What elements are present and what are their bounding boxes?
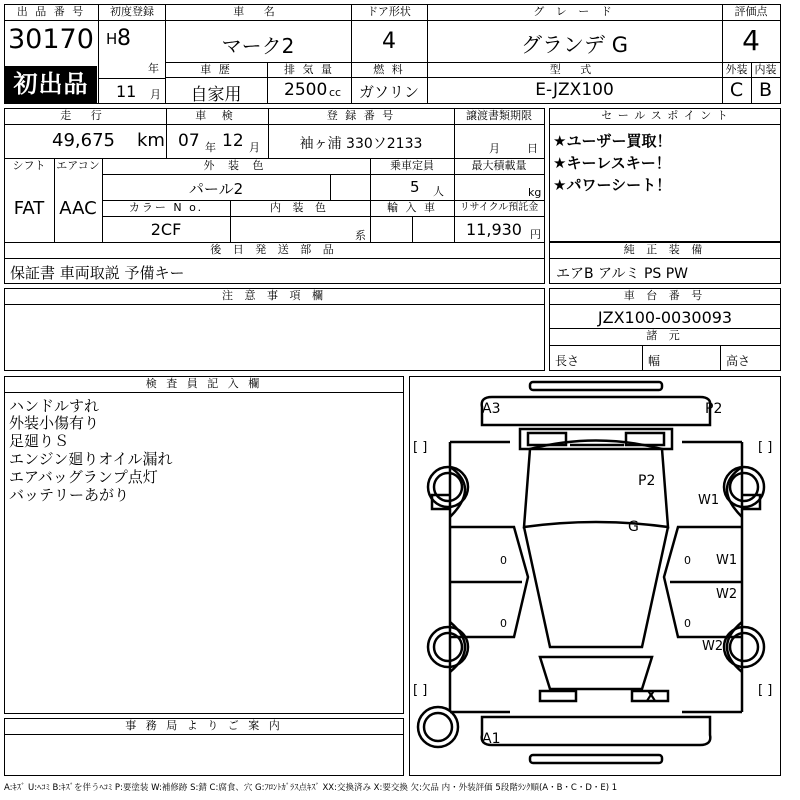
inspection-label: 車 検: [195, 109, 239, 122]
later-items-label: 後 日 発 送 部 品: [210, 243, 338, 256]
door-label: ドア形状: [367, 5, 411, 18]
inspector-line-1: ハンドルすれ: [9, 397, 100, 415]
mark-o2: 0: [500, 617, 507, 630]
inspection-year-unit: 年: [205, 141, 216, 154]
lot-number: 30170: [8, 24, 94, 55]
fuel: ガソリン: [358, 83, 419, 101]
sales-point-3: ★パワーシート！: [553, 176, 672, 194]
mark-w1-side: W1: [716, 553, 738, 568]
int-color-unit: 系: [355, 229, 366, 242]
inspection-year: 07: [178, 131, 200, 151]
office-label: 事 務 局 よ り ご 案 内: [125, 719, 283, 732]
mark-o4: 0: [684, 617, 691, 630]
shift-label: シフト: [12, 159, 46, 172]
capacity-unit: 人: [433, 185, 444, 198]
interior-label: 内装: [754, 63, 777, 76]
capacity: 5: [410, 178, 420, 196]
plate: 袖ヶ浦 330ソ2133: [299, 136, 423, 152]
sales-point-1: ★ユーザー買取！: [553, 132, 672, 150]
ext-color: パール2: [188, 180, 244, 198]
height-label: 高さ: [726, 354, 751, 368]
first-reg-year: 8: [117, 26, 131, 51]
car-outline-svg: [410, 377, 780, 775]
mark-p2-roof: P2: [638, 473, 656, 489]
interior-grade: B: [758, 79, 773, 101]
mileage-unit: km: [137, 130, 165, 151]
history: 自家用: [190, 85, 242, 105]
color-no: 2CF: [150, 220, 182, 239]
inspection-month: 12: [222, 131, 244, 151]
exterior-label: 外装: [725, 63, 748, 76]
max-load-unit: kg: [528, 186, 542, 199]
color-no-label: カラー N o.: [128, 201, 204, 214]
inspector-label: 検 査 員 記 入 欄: [145, 377, 263, 390]
legend: A:ｷｽﾞ U:ﾍｺﾐ B:ｷｽﾞを伴うﾍｺﾐ P:要塗装 W:補修跡 S:錆 C:腐食、穴 G:ﾌﾛﾝﾄｶﾞﾗｽ点ｷｽﾞ XX:交換済み X:要交換 欠:欠品 内・外装評価 5段階ﾗﾝｸ順(A・B・C・D・E) 1: [4, 783, 618, 793]
era-mark: H: [106, 30, 118, 48]
inspector-line-5: エアバッグランプ点灯: [9, 468, 158, 486]
score-label: 評価点: [734, 5, 768, 18]
exterior-grade: C: [729, 79, 744, 101]
lot-number-label: 出 品 番 号: [16, 5, 86, 18]
plate-label: 登 録 番 号: [326, 109, 396, 122]
import-label: 輸 入 車: [387, 201, 437, 214]
mark-o3: 0: [684, 554, 691, 567]
year-unit: 年: [148, 62, 159, 75]
inspection-month-unit: 月: [249, 141, 260, 154]
grade-label: グ レ ー ド: [533, 5, 616, 18]
inspector-line-2: 外装小傷有り: [9, 414, 100, 432]
inspector-line-3: 足廻りＳ: [9, 432, 70, 450]
capacity-label: 乗車定員: [390, 159, 434, 172]
recycle-unit: 円: [530, 228, 541, 241]
model-code: E-JZX100: [535, 80, 614, 100]
mark-o1: 0: [500, 554, 507, 567]
later-items: 保証書 車両取説 予備キー: [10, 264, 185, 282]
equipment-label: 純 正 装 備: [623, 243, 707, 256]
length-label: 長さ: [555, 354, 580, 368]
mileage-label: 走 行: [60, 109, 110, 122]
mark-p2-top: P2: [705, 401, 723, 417]
fuel-label: 燃 料: [373, 63, 405, 76]
first-reg-month: 11: [116, 82, 137, 101]
displacement: 2500: [284, 80, 328, 100]
equipment-text: エアB アルミ PS PW: [556, 266, 689, 282]
ext-color-label: 外 装 色: [203, 159, 269, 172]
history-label: 車 歴: [200, 63, 232, 76]
inspector-line-4: エンジン廻りオイル漏れ: [9, 450, 173, 468]
notes-label: 注 意 事 項 欄: [222, 289, 327, 302]
car-name: マーク2: [221, 34, 295, 58]
chassis-label: 車 台 番 号: [623, 289, 707, 302]
score: 4: [742, 24, 760, 57]
recycle-fee: 11,930: [466, 220, 522, 239]
transfer-month-unit: 月: [489, 142, 500, 155]
mark-w2-side: W2: [716, 587, 738, 602]
transfer-label: 譲渡書類期限: [466, 109, 532, 122]
recycle-label: リサイクル預託金: [459, 202, 539, 213]
car-diagram: [409, 376, 781, 776]
displacement-label: 排 気 量: [284, 63, 334, 76]
bracket-left-top: [ ]: [413, 440, 428, 455]
mark-g: G: [628, 519, 639, 535]
month-unit: 月: [150, 88, 161, 101]
width-label: 幅: [648, 354, 661, 368]
transfer-day-unit: 日: [527, 142, 538, 155]
chassis-number: JZX100-0030093: [597, 308, 733, 327]
bracket-right-bottom: [ ]: [758, 683, 773, 698]
grade: グランデ G: [521, 33, 628, 57]
model-code-label: 型 式: [549, 63, 600, 76]
max-load-label: 最大積載量: [471, 159, 527, 172]
mark-a1: A1: [482, 731, 501, 747]
ac-label: エアコン: [56, 159, 100, 172]
mileage: 49,675: [52, 130, 115, 151]
int-color-label: 内 装 色: [270, 201, 330, 214]
first-reg-label: 初度登録: [110, 5, 154, 18]
mark-a3: A3: [482, 401, 501, 417]
doors: 4: [382, 29, 396, 54]
first-listing-badge: 初出品: [5, 66, 97, 103]
shift: FAT: [13, 198, 45, 219]
bracket-left-bottom: [ ]: [413, 683, 428, 698]
mark-w2-rear: W2: [702, 639, 724, 654]
inspector-line-6: バッテリーあがり: [9, 486, 130, 504]
mark-w1-door: W1: [698, 493, 720, 508]
specs-label: 諸 元: [646, 329, 684, 342]
ac: AAC: [59, 198, 97, 219]
displacement-unit: cc: [329, 86, 342, 99]
sales-points-label: セ ー ル ス ポ イ ン ト: [601, 109, 729, 122]
bracket-right-top: [ ]: [758, 440, 773, 455]
car-name-label: 車 名: [233, 5, 283, 18]
mark-x: X: [646, 689, 657, 704]
sales-point-2: ★キーレスキー！: [553, 154, 671, 172]
